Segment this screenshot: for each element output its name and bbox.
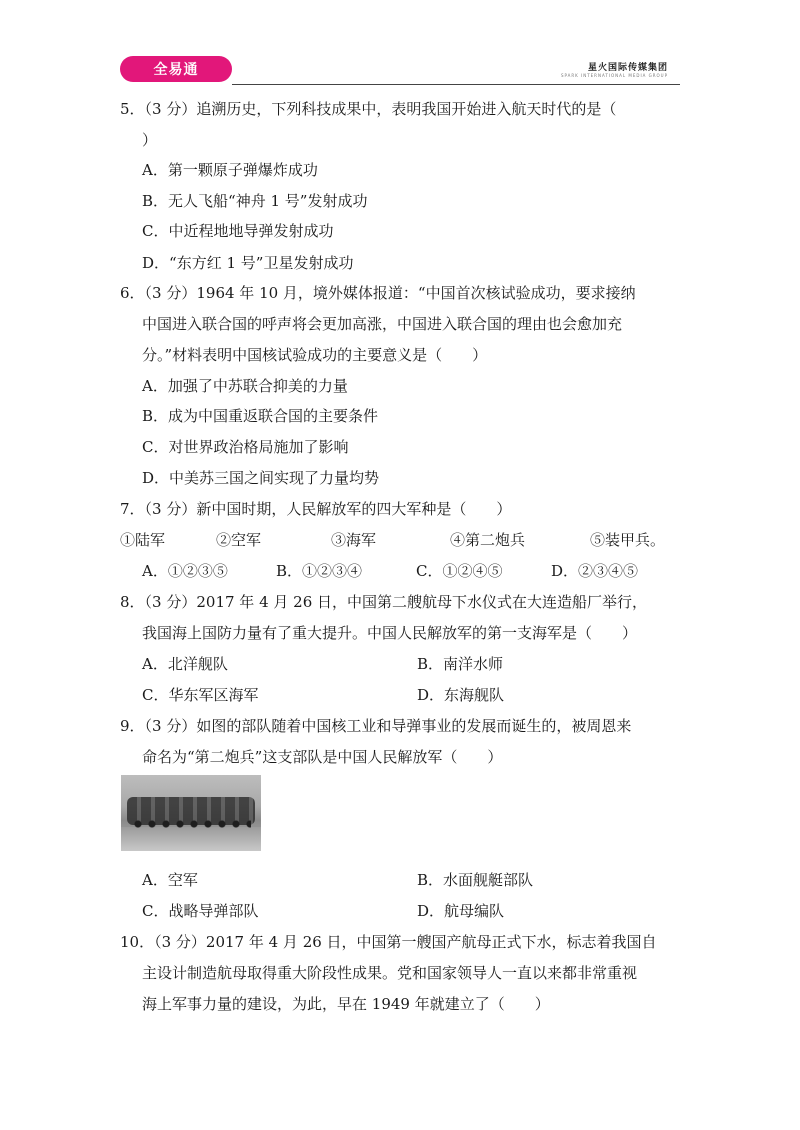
q5-option-c: C．中近程地地导弹发射成功 (142, 222, 334, 240)
q7-item-2: ②空军 (216, 531, 262, 549)
q8-stem-line-1: 8．（3 分）2017 年 4 月 26 日，中国第二艘航母下水仪式在大连造船厂举行， (120, 593, 648, 611)
q8-stem-line-2: 我国海上国防力量有了重大提升。中国人民解放军的第一支海军是（ ） (142, 624, 638, 642)
q7-item-3: ③海军 (331, 531, 377, 549)
q9-option-b: B．水面舰艇部队 (417, 871, 534, 889)
q5-option-d: D．“东方红 1 号”卫星发射成功 (142, 254, 354, 272)
q5-option-b: B．无人飞船“神舟 1 号”发射成功 (142, 192, 368, 210)
q7-option-c: C．①②④⑤ (416, 562, 503, 580)
truck-wheels (131, 819, 251, 829)
q10-stem-line-2: 主设计制造航母取得重大阶段性成果。党和国家领导人一直以来都非常重视 (142, 964, 638, 982)
q6-option-a: A．加强了中苏联合抑美的力量 (142, 377, 348, 395)
q8-option-a: A．北洋舰队 (142, 655, 228, 673)
q9-option-a: A．空军 (142, 871, 198, 889)
q7-item-1: ①陆军 (120, 531, 166, 549)
logo-text: 全易通 (153, 62, 199, 78)
q6-option-c: C．对世界政治格局施加了影响 (142, 438, 349, 456)
brand-logo (120, 56, 232, 82)
page-header (120, 56, 680, 86)
q7-item-4: ④第二炮兵 (450, 531, 526, 549)
q9-stem-line-1: 9．（3 分）如图的部队随着中国核工业和导弹事业的发展而诞生的，被周恩来 (120, 717, 632, 735)
publisher-brand (561, 60, 668, 78)
q6-option-d: D．中美苏三国之间实现了力量均势 (142, 469, 380, 487)
q9-stem-line-2: 命名为“第二炮兵”这支部队是中国人民解放军（ ） (142, 748, 503, 766)
q10-stem-line-3: 海上军事力量的建设，为此，早在 1949 年就建立了（ ） (142, 995, 550, 1013)
q6-option-b: B．成为中国重返联合国的主要条件 (142, 407, 379, 425)
missile-troops-photo (121, 775, 261, 851)
q6-stem-line-3: 分。”材料表明中国核试验成功的主要意义是（ ） (142, 346, 488, 364)
q5-option-a: A．第一颗原子弹爆炸成功 (142, 161, 318, 179)
q7-stem-line-1: 7．（3 分）新中国时期，人民解放军的四大军种是（ ） (120, 500, 512, 518)
q7-option-d: D．②③④⑤ (551, 562, 639, 580)
q8-option-d: D．东海舰队 (417, 686, 505, 704)
q10-stem-line-1: 10．（3 分）2017 年 4 月 26 日，中国第一艘国产航母正式下水，标志着我国自 (120, 933, 657, 951)
photo-ground (121, 827, 261, 851)
q7-item-5: ⑤装甲兵。 (590, 531, 666, 549)
q8-option-b: B．南洋水师 (417, 655, 504, 673)
q7-option-a: A．①②③⑤ (142, 562, 228, 580)
q5-stem-line-1: 5．（3 分）追溯历史，下列科技成果中，表明我国开始进入航天时代的是（ (120, 100, 617, 118)
q6-stem-line-2: 中国进入联合国的呼声将会更加高涨，中国进入联合国的理由也会愈加充 (142, 315, 623, 333)
q5-stem-line-2: ） (142, 131, 158, 149)
q9-option-c: C．战略导弹部队 (142, 902, 259, 920)
header-divider (232, 84, 680, 85)
q6-stem-line-1: 6．（3 分）1964 年 10 月，境外媒体报道：“中国首次核试验成功，要求接纳 (120, 284, 636, 302)
publisher-name-en: SPARK INTERNATIONAL MEDIA GROUP (560, 73, 668, 78)
q9-option-d: D．航母编队 (417, 902, 505, 920)
q8-option-c: C．华东军区海军 (142, 686, 259, 704)
q7-option-b: B．①②③④ (276, 562, 363, 580)
publisher-name: 星火国际传媒集团 (587, 63, 668, 73)
